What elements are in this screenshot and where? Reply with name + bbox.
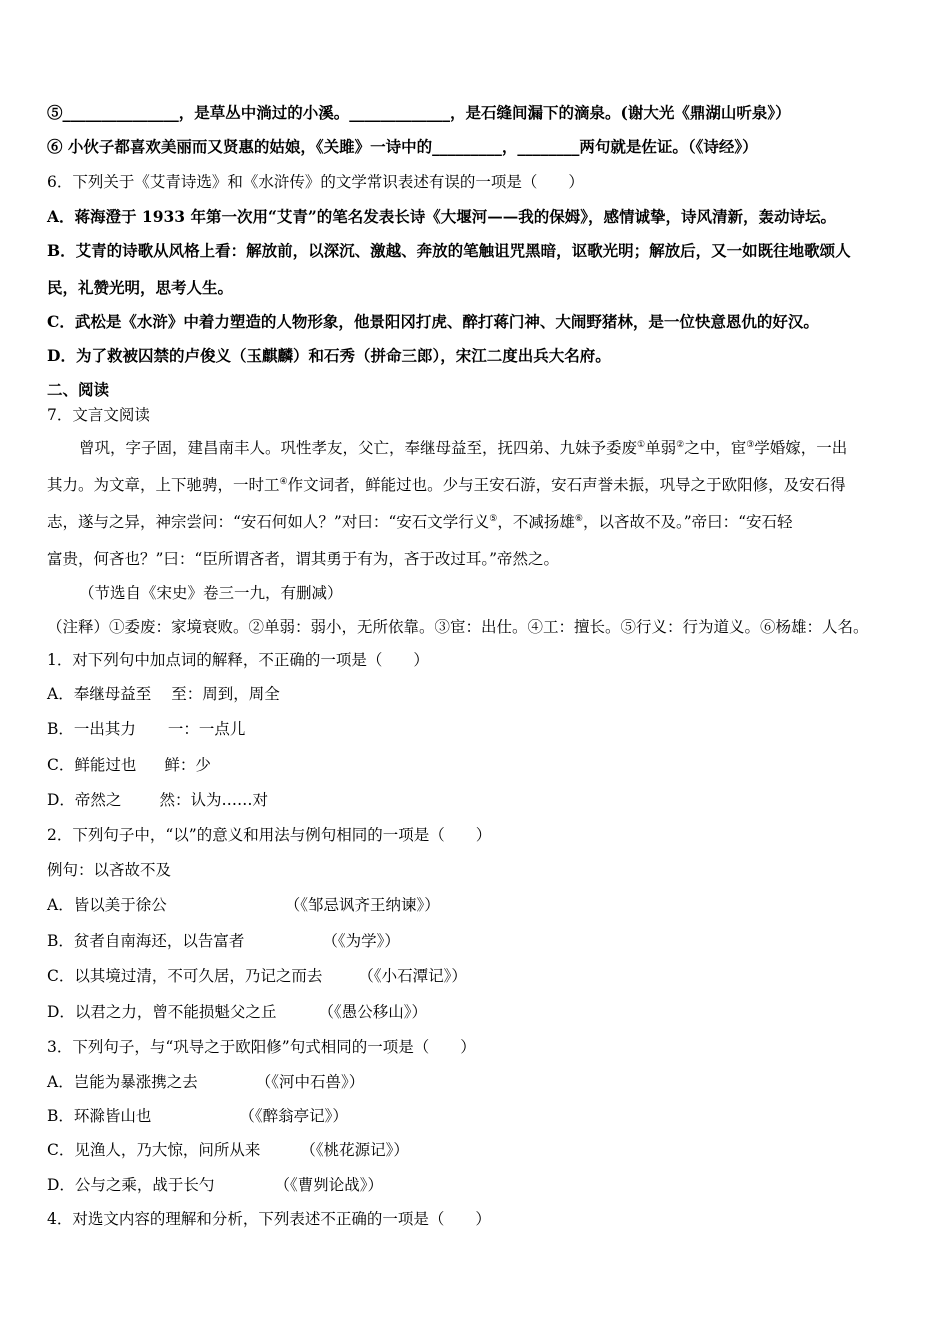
subquestion-3-option-c <box>47 1140 409 1160</box>
question-6-option-b: B．艾青的诗歌从风格上看：解放前，以深沉、激越、奔放的笔触诅咒黑暗，讴歌光明；解放后，又一如既往地歌颂人 <box>47 241 851 260</box>
subquestion-3-option-d <box>47 1175 383 1195</box>
option-source: （《曹刿论战》） <box>274 1176 383 1194</box>
option-text: C．以其境过清，不可久居，乃记之而去 <box>47 967 323 985</box>
option-source: （《小石潭记》） <box>358 967 467 985</box>
question-7-title: 7．文言文阅读 <box>47 406 150 424</box>
subquestion-4-stem: 4．对选文内容的理解和分析，下列表述不正确的一项是（ ） <box>47 1210 491 1228</box>
passage-line-2: 其力。为文章，上下驰骋，一时工④作文词者，鲜能过也。少与王安石游，安石声誉未振，巩导之于欧阳修，及安石得 <box>47 476 846 494</box>
subquestion-1-option-b <box>47 719 245 739</box>
option-text: A．皆以美于徐公 <box>47 896 167 914</box>
option-source: （《醉翁亭记》） <box>239 1107 348 1125</box>
option-source: （《桃花源记》） <box>300 1141 409 1159</box>
option-text: D．帝然之 <box>47 791 122 809</box>
option-source: （《为学》） <box>322 932 400 950</box>
poem-fill-line-6: ⑥ 小伙子都喜欢美丽而又贤惠的姑娘，《关雎》一诗中的_________，________两句就是佐证。（《诗经》） <box>47 137 758 156</box>
option-explanation: 鲜：少 <box>164 756 211 774</box>
subquestion-3-option-b <box>47 1106 348 1126</box>
passage-notes: （注释）①委废：家境衰败。②单弱：弱小，无所依靠。③宦：出仕。④工：擅长。⑤行义：行为道义。⑥杨雄：人名。 <box>47 618 869 636</box>
subquestion-2-option-a <box>47 895 440 915</box>
subquestion-2-option-b <box>47 931 400 951</box>
subquestion-1-option-d <box>47 790 268 810</box>
question-6-option-b-cont: 民，礼赞光明，思考人生。 <box>47 278 234 297</box>
passage-source: （节选自《宋史》卷三一九，有删减） <box>79 584 343 602</box>
subquestion-1-option-c <box>47 755 211 775</box>
section-heading-reading: 二、阅读 <box>47 380 110 399</box>
subquestion-3-option-a <box>47 1072 364 1092</box>
subquestion-2-stem: 2．下列句子中，“以”的意义和用法与例句相同的一项是（ ） <box>47 826 492 844</box>
option-source: （《邹忌讽齐王纳谏》） <box>284 896 440 914</box>
subquestion-2-option-d <box>47 1002 427 1022</box>
subquestion-2-example: 例句：以吝故不及 <box>47 861 172 879</box>
option-text: C．鲜能过也 <box>47 756 137 774</box>
subquestion-1-stem: 1．对下列句中加点词的解释，不正确的一项是（ ） <box>47 651 429 669</box>
poem-fill-line-5: ⑤_______________，是草丛中淌过的小溪。_____________，是石缝间漏下的滴泉。(谢大光《鼎湖山听泉》） <box>47 103 791 122</box>
subquestion-3-stem: 3．下列句子，与“巩导之于欧阳修”句式相同的一项是（ ） <box>47 1038 476 1056</box>
option-text: A．岂能为暴涨携之去 <box>47 1073 198 1091</box>
option-explanation: 至：周到，周全 <box>171 685 280 703</box>
option-text: C．见渔人，乃大惊，问所从来 <box>47 1141 261 1159</box>
subquestion-2-option-c <box>47 966 467 986</box>
passage-line-4: 富贵，何吝也？”曰：“臣所谓吝者，谓其勇于有为，吝于改过耳。”帝然之。 <box>47 550 560 568</box>
question-6-option-d: D．为了救被囚禁的卢俊义（玉麒麟）和石秀（拼命三郎），宋江二度出兵大名府。 <box>47 346 611 365</box>
question-6-stem: 6．下列关于《艾青诗选》和《水浒传》的文学常识表述有误的一项是（ ） <box>47 173 584 191</box>
passage-line-3: 志，遂与之异，神宗尝问：“安石何如人？”对曰：“安石文学行义⑤，不减扬雄⑥，以吝故不及。”帝曰：“安石轻 <box>47 513 793 531</box>
question-6-option-c: C．武松是《水浒》中着力塑造的人物形象，他景阳冈打虎、醉打蒋门神、大闹野猪林，是一位快意恩仇的好汉。 <box>47 312 819 331</box>
option-source: （《河中石兽》） <box>255 1073 365 1091</box>
option-text: A．奉继母益至 <box>47 685 152 703</box>
subquestion-1-option-a <box>47 684 280 704</box>
option-explanation: 一：一点儿 <box>167 720 246 738</box>
option-text: B．贫者自南海还，以告富者 <box>47 932 245 950</box>
passage-line-1: 曾巩，字子固，建昌南丰人。巩性孝友，父亡，奉继母益至，抚四弟、九妹予委废①单弱②之中，宦③学婚嫁，一出 <box>79 439 848 457</box>
option-text: D．以君之力，曾不能损魁父之丘 <box>47 1003 277 1021</box>
option-text: B．一出其力 <box>47 720 136 738</box>
option-explanation: 然：认为……对 <box>159 791 268 809</box>
question-6-option-a: A．蒋海澄于 1933 年第一次用“艾青”的笔名发表长诗《大堰河——我的保姆》，感情诚挚，诗风清新，轰动诗坛。 <box>47 207 837 226</box>
option-text: B．环滁皆山也 <box>47 1107 152 1125</box>
option-source: （《愚公移山》） <box>318 1003 427 1021</box>
option-text: D．公与之乘，战于长勺 <box>47 1176 215 1194</box>
